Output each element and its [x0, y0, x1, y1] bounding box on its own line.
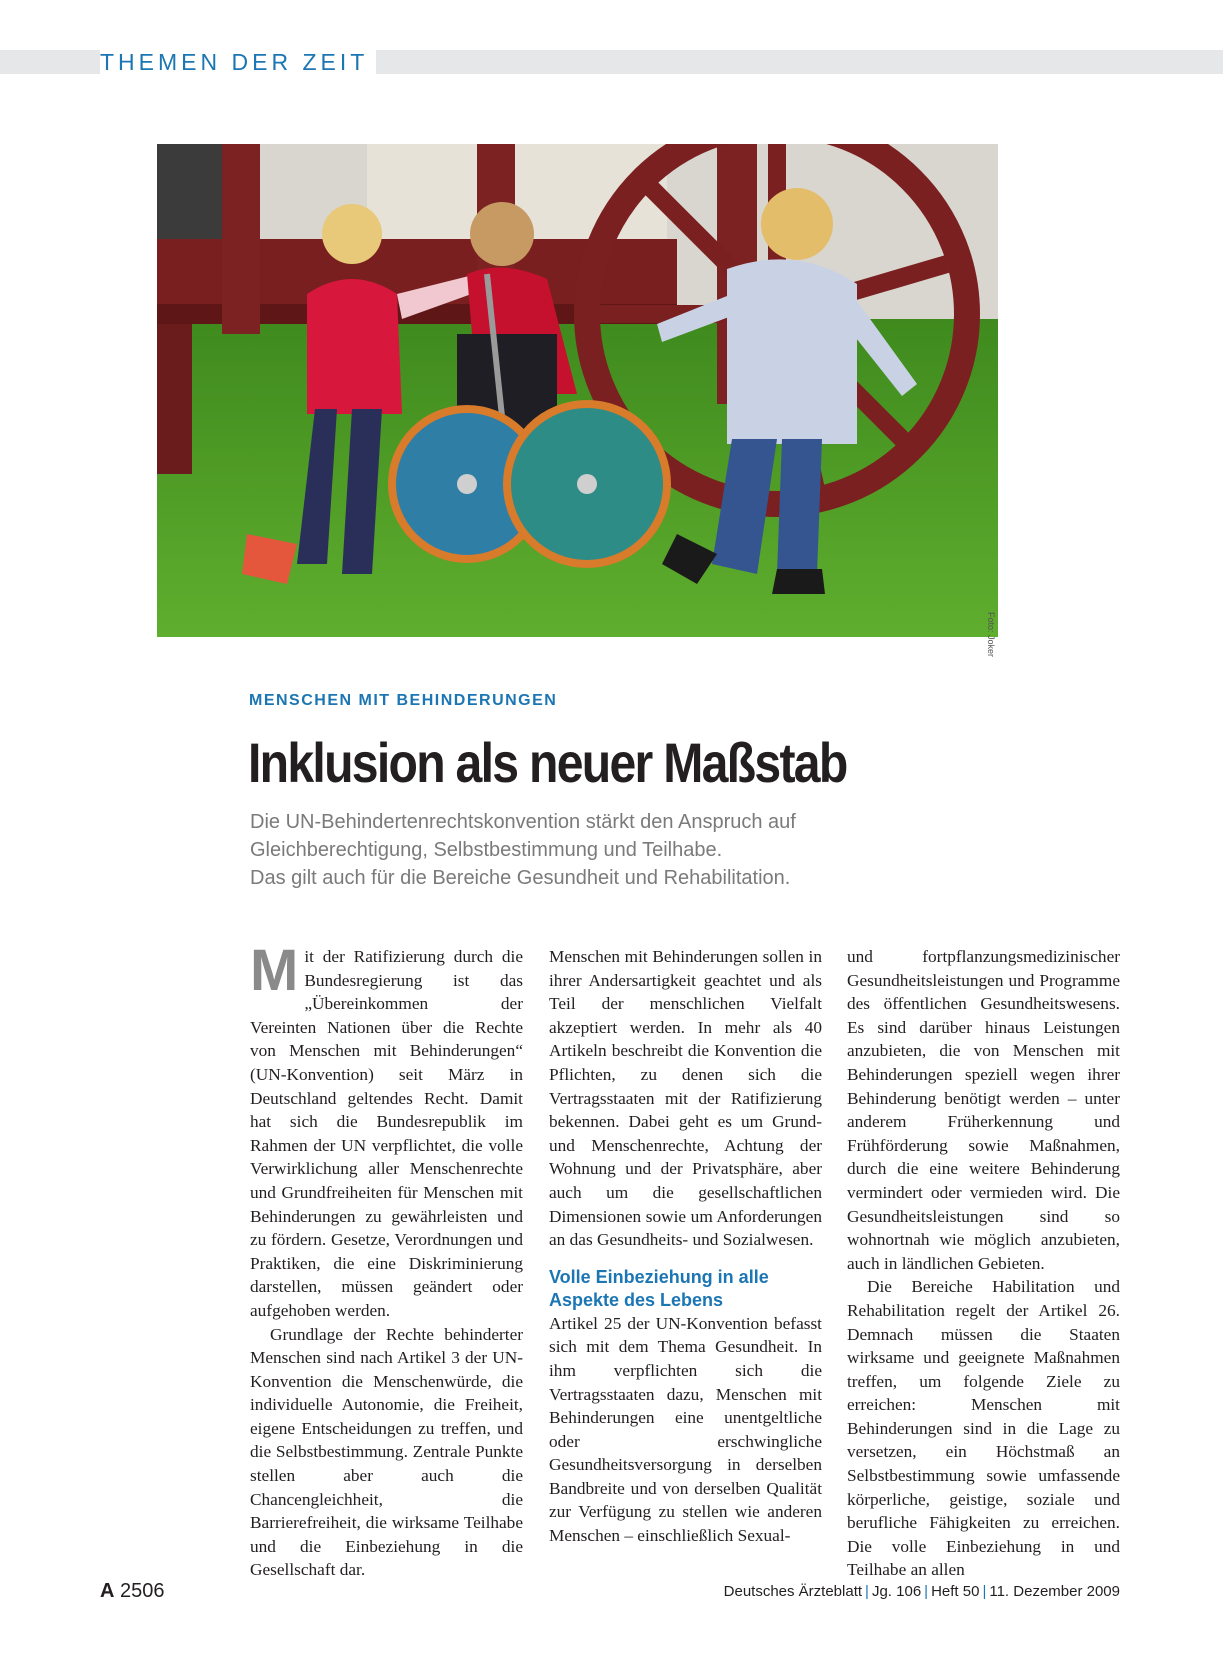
article-headline: Inklusion als neuer Maßstab — [248, 731, 847, 794]
separator: | — [865, 1583, 869, 1600]
body-column-2 — [549, 945, 822, 1548]
body-paragraph: und fortpflanzungsmedizinischer Gesundheitsleistungen und Programme des öffentlichen Gesundheitswesens. Es sind darüber hinaus Leistungen anzubieten, die von Menschen mit Behinderungen speziell wegen ihrer Behinderung benötigt werden – unter anderem Früherkennung und Frühförderung sowie Maßnahmen, durch die eine weitere Behinderung vermindert oder vermieden wird. Die Gesundheitsleistungen sind so wohnortnah wie möglich anzubieten, auch in ländlichen Gebieten. — [847, 947, 1120, 1273]
section-label: THEMEN DER ZEIT — [100, 47, 376, 77]
body-paragraph: Artikel 25 der UN-Konvention befasst sich mit dem Thema Gesundheit. In ihm verpflichten sich die Vertragsstaaten dazu, Menschen mit Behinderungen eine unentgeltliche oder erschwingliche Gesundheitsversorgung in derselben Bandbreite und von derselben Qualität zur Verfügung zu stellen wie anderen Menschen – einschließlich Sexual- — [549, 1313, 822, 1546]
body-paragraph: Menschen mit Behinderungen sollen in ihrer Andersartigkeit geachtet und als Teil der menschlichen Vielfalt akzeptiert werden. In mehr als 40 Artikeln beschreibt die Konvention die Pflichten, zu denen sich die Vertragsstaaten mit der Ratifizierung bekennen. Dabei geht es um Grund- und Menschenrechte, Achtung der Wohnung und der Privatsphäre, aber auch um die gesellschaftlichen Dimensionen sowie um Anforderungen an das Gesundheits- und Sozialwesen. — [549, 947, 822, 1250]
separator: | — [982, 1583, 987, 1600]
journal-issue: Heft 50 — [931, 1583, 980, 1600]
page-number: 2506 — [120, 1580, 165, 1602]
deck-line: Gleichberechtigung, Selbstbestimmung und Teilhabe. — [250, 839, 723, 861]
journal-name: Deutsches Ärzteblatt — [723, 1583, 863, 1600]
body-paragraph: Die Bereiche Habilitation und Rehabilitation regelt der Artikel 26. Demnach müssen die Staaten wirksame und geeignete Maßnahmen treffen, um folgende Ziele zu erreichen: Menschen mit Behinderungen sind in die Lage zu versetzen, ein Höchstmaß an Selbstbestimmung sowie umfassende körperliche, geistige, soziale und berufliche Fähigkeiten zu erreichen. Die volle Einbeziehung in und Teilhabe an allen — [847, 1277, 1120, 1580]
body-column-3 — [847, 945, 1120, 1582]
body-paragraph — [250, 938, 523, 1323]
journal-volume: Jg. 106 — [871, 1583, 922, 1600]
paragraph-text: it der Ratifizierung durch die Bundesregierung ist das „Übereinkommen der Vereinten Nationen über die Rechte von Menschen mit Behinderungen“ (UN-Konvention) seit März in Deutschland geltendes Recht. Damit hat sich die Bundesrepublik im Rahmen der UN verpflichtet, die volle Verwirklichung aller Menschenrechte und Grundfreiheiten für Menschen mit Behinderungen zu gewährleisten und zu fördern. Gesetze, Verordnungen und Praktiken, die eine Diskriminierung darstellen, müssen geändert oder aufgehoben werden. — [250, 947, 523, 1320]
section-subhead: Volle Einbeziehung in alle Aspekte des Lebens — [549, 1266, 769, 1310]
separator: | — [924, 1583, 929, 1600]
journal-date: 11. Dezember 2009 — [989, 1583, 1120, 1600]
deck-line: Das gilt auch für die Bereiche Gesundheit und Rehabilitation. — [250, 867, 791, 889]
photo-credit: Foto: Joker — [986, 612, 996, 658]
body-paragraph: Grundlage der Rechte behinderter Menschen sind nach Artikel 3 der UN-Konvention die Menschenwürde, die individuelle Autonomie, die Freiheit, eigene Entscheidungen zu treffen, und die Selbstbestimmung. Zentrale Punkte stellen aber auch die Chancengleichheit, die Barrierefreiheit, die wirksame Teilhabe und die Einbeziehung in die Gesellschaft dar. — [250, 1324, 523, 1580]
article-kicker: MENSCHEN MIT BEHINDERUNGEN — [249, 692, 558, 709]
journal-info — [724, 1583, 1120, 1600]
article-photo — [157, 144, 998, 637]
drop-cap: M — [250, 938, 299, 1003]
page-folio — [100, 1580, 165, 1603]
page-prefix: A — [100, 1580, 115, 1602]
article-deck — [250, 808, 970, 892]
body-column-1 — [250, 938, 523, 1582]
deck-line: Die UN-Behindertenrechtskonvention stärkt den Anspruch auf — [250, 811, 796, 833]
